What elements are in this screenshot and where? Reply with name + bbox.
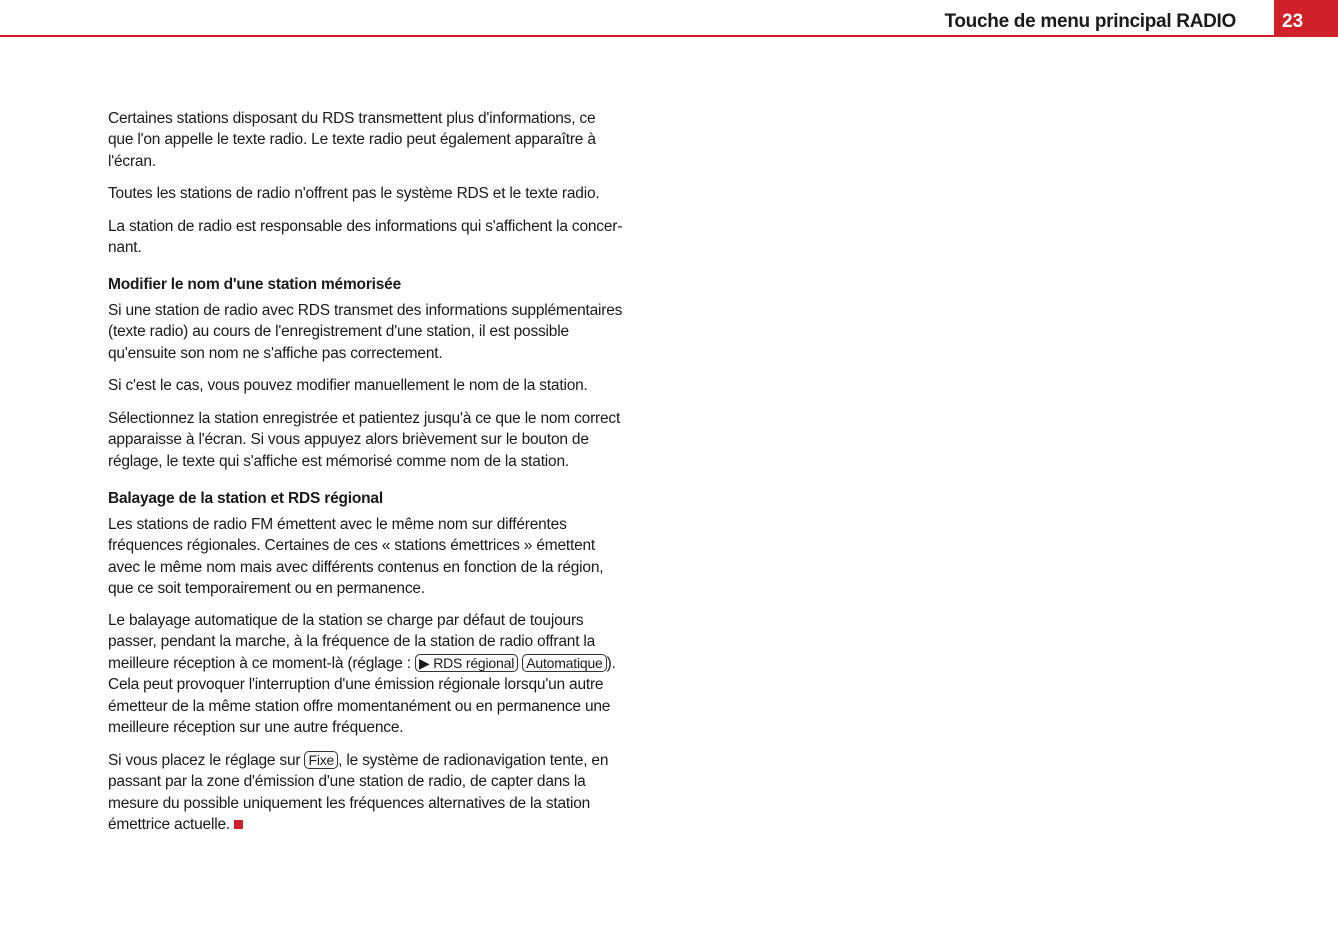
text-line: meilleure réception sur une autre fréquence. [108,719,404,737]
page-number: 23 [1274,0,1338,37]
text-line: nant. [108,239,142,257]
text-line: Cela peut provoquer l'interruption d'une émission régionale lorsqu'un autre [108,676,604,694]
paragraph-manual-edit [108,375,588,396]
paragraph-select-station [108,408,620,472]
paragraph-fixed-setting [108,750,608,836]
text-line: Le balayage automatique de la station se charge par défaut de toujours [108,612,584,629]
heading-regional-rds: Balayage de la station et RDS régional [108,490,383,507]
text-line: apparaisse à l'écran. Si vous appuyez alors brièvement sur le bouton de [108,431,589,449]
text-line [108,653,616,674]
text-line: (texte radio) au cours de l'enregistrement d'une station, il est possible [108,323,569,341]
text-line: fréquences régionales. Certaines de ces « stations émettrices » émettent [108,537,596,555]
text-line: La station de radio est responsable des informations qui s'affichent la concer- [108,218,623,235]
text-segment: émettrice actuelle. [108,816,230,834]
text-line: qu'ensuite son nom ne s'affiche pas correctement. [108,344,443,362]
text-line: Si c'est le cas, vous pouvez modifier manuellement le nom de la station. [108,377,588,394]
text-line: Les stations de radio FM émettent avec le même nom sur différentes [108,516,567,533]
text-line: que l'on appelle le texte radio. Le texte radio peut également apparaître à [108,131,596,149]
key-rds-regional: ▶ RDS régional [415,654,518,672]
text-line: Sélectionnez la station enregistrée et patientez jusqu'à ce que le nom correct [108,410,621,427]
end-of-section-icon [234,820,243,829]
text-segment: meilleure réception à ce moment-là (réglage : [108,654,415,672]
header-rule [0,35,1338,37]
heading-modify-name: Modifier le nom d'une station mémorisée [108,276,402,293]
text-segment: , le système de radionavigation tente, en [338,752,609,769]
text-line: Toutes les stations de radio n'offrent pas le système RDS et le texte radio. [108,185,600,202]
paragraph-name-issue [108,300,622,364]
text-line: avec le même nom mais avec différents contenus en fonction de la région, [108,558,604,576]
text-line: l'écran. [108,152,156,170]
key-automatique: Automatique [522,654,606,672]
paragraph-station-responsibility [108,216,622,259]
text-line: passer, pendant la marche, à la fréquence de la station de radio offrant la [108,633,596,651]
text-line: passant par la zone d'émission d'une station de radio, de capter dans la [108,773,586,791]
paragraph-rds-text [108,108,596,172]
text-line [108,814,608,835]
text-line: Si une station de radio avec RDS transmet des informations supplémentaires [108,302,623,319]
text-line [108,750,608,771]
text-line: Certaines stations disposant du RDS transmettent plus d'informations, ce [108,110,596,127]
text-segment: Si vous placez le réglage sur [108,752,305,769]
key-fixe: Fixe [304,751,338,769]
text-line: émetteur de la même station offre momentanément ou en permanence une [108,697,611,715]
page-header-title: Touche de menu principal RADIO [944,11,1236,32]
paragraph-auto-scan [108,610,616,738]
text-line: mesure du possible uniquement les fréquences alternatives de la station [108,794,591,812]
paragraph-rds-availability [108,183,600,204]
paragraph-fm-stations [108,514,603,600]
text-line: réglage, le texte qui s'affiche est mémorisé comme nom de la station. [108,452,569,470]
text-line: que ce soit temporairement ou en permanence. [108,580,425,598]
text-segment: ). [606,654,616,672]
